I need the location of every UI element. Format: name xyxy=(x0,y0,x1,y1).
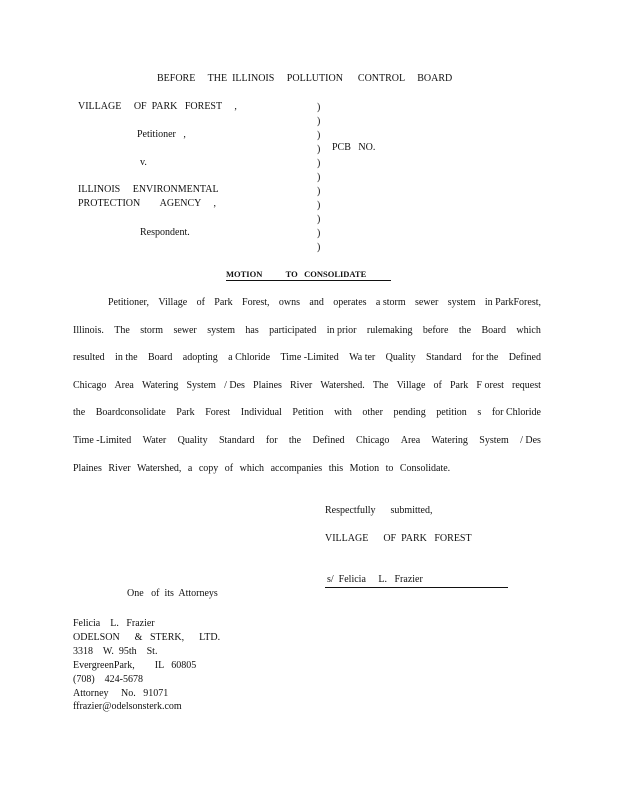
petitioner-role: Petitioner , xyxy=(137,129,186,140)
body-word: a copy xyxy=(187,462,219,474)
body-word: / Des xyxy=(520,434,541,446)
caption-paren: ) xyxy=(317,144,321,155)
caption-paren: ) xyxy=(317,186,321,197)
body-word: pending xyxy=(393,407,426,419)
body-word: this Motion xyxy=(328,462,380,474)
respondent-name-line2: PROTECTION AGENCY , xyxy=(78,198,216,209)
caption-paren: ) xyxy=(317,102,321,113)
body-word: Watering xyxy=(431,434,468,446)
body-line xyxy=(73,462,541,490)
body-word: Area xyxy=(400,434,421,446)
attorneys-label: One of its Attorneys xyxy=(127,588,218,599)
body-word: Illinois. xyxy=(73,324,104,336)
body-word: Park xyxy=(449,379,469,391)
body-word: Standard xyxy=(426,352,462,364)
body-word: Individual xyxy=(240,407,282,419)
versus-label: v. xyxy=(140,157,147,168)
body-line xyxy=(73,406,541,434)
body-word: Watering xyxy=(141,379,179,391)
caption-paren: ) xyxy=(317,200,321,211)
body-word: Water xyxy=(142,434,167,446)
body-word: resulted xyxy=(73,352,105,364)
body-word: Village xyxy=(396,379,426,391)
body-word: Time -Limited xyxy=(73,434,132,446)
body-word: / Des xyxy=(224,379,245,391)
case-number-label: PCB NO. xyxy=(332,142,376,153)
body-word: before xyxy=(422,324,449,336)
contact-city: EvergreenPark, IL 60805 xyxy=(73,659,197,671)
body-word: System xyxy=(186,379,216,391)
body-word: Wa ter xyxy=(349,352,376,364)
caption-paren: ) xyxy=(317,242,321,253)
body-word: sewer xyxy=(415,297,439,308)
body-word: Park xyxy=(214,297,233,308)
body-word: Standard xyxy=(218,434,255,446)
caption-paren: ) xyxy=(317,116,321,127)
body-word: Defined xyxy=(508,352,541,364)
contact-firm: ODELSON & STERK, LTD. xyxy=(73,631,221,643)
body-word: rulemaking xyxy=(366,324,413,336)
body-word: Defined xyxy=(312,434,345,446)
body-word: Quality xyxy=(177,434,208,446)
body-word: Board xyxy=(481,324,506,336)
respondent-name-line1: ILLINOIS ENVIRONMENTAL xyxy=(78,184,219,195)
body-word: of xyxy=(433,379,442,391)
body-word: with xyxy=(334,407,352,419)
body-word: of which xyxy=(224,462,265,474)
respectfully-submitted: Respectfully submitted, xyxy=(325,505,433,516)
body-word: which xyxy=(516,324,541,336)
attorney-contact-block xyxy=(73,617,220,714)
body-word: accompanies xyxy=(270,462,323,474)
body-word: petition xyxy=(436,407,467,419)
contact-email[interactable]: ffrazier@odelsonsterk.com xyxy=(73,701,182,713)
body-word: in the xyxy=(115,352,138,364)
contact-name: Felicia L. Frazier xyxy=(73,618,155,629)
body-word: River xyxy=(108,462,131,474)
contact-phone: (708) 424-5678 xyxy=(73,673,143,685)
document-header: BEFORE THE ILLINOIS POLLUTION CONTROL BOARD xyxy=(157,73,453,84)
body-word: in ParkForest, xyxy=(484,297,541,308)
body-word: in prior xyxy=(326,324,357,336)
body-word: Plaines xyxy=(73,462,102,474)
body-word: Petition xyxy=(292,407,324,419)
body-word: Plaines xyxy=(253,379,282,391)
body-word: the xyxy=(73,407,86,419)
body-word: has xyxy=(245,324,259,336)
caption-paren: ) xyxy=(317,130,321,141)
motion-title: MOTION TO CONSOLIDATE xyxy=(226,270,391,281)
body-word: of xyxy=(196,297,205,308)
body-word: to Consolidate. xyxy=(385,462,451,474)
caption-paren: ) xyxy=(317,158,321,169)
body-word: sewer xyxy=(173,324,197,336)
body-line xyxy=(73,351,541,379)
body-word: The xyxy=(114,324,130,336)
body-word: Forest, xyxy=(242,297,270,308)
caption-paren: ) xyxy=(317,228,321,239)
body-word: Quality xyxy=(385,352,416,364)
body-word: Park xyxy=(176,407,195,419)
body-word: The xyxy=(372,379,389,391)
body-word: for xyxy=(265,434,278,446)
body-word: a Chloride xyxy=(228,352,271,364)
body-word: operates xyxy=(333,297,367,308)
body-word: Boardconsolidate xyxy=(95,407,166,419)
body-word: participated xyxy=(269,324,317,336)
body-word: Board xyxy=(147,352,173,364)
body-word: for the xyxy=(471,352,499,364)
body-word: owns xyxy=(278,297,301,308)
petitioner-name: VILLAGE OF PARK FOREST , xyxy=(78,101,237,112)
body-word: Watershed. xyxy=(320,379,365,391)
body-word: the xyxy=(288,434,302,446)
body-word: system xyxy=(447,297,476,308)
body-word: other xyxy=(362,407,383,419)
signature-line xyxy=(325,587,508,588)
closing-village-name: VILLAGE OF PARK FOREST xyxy=(325,533,472,544)
body-word: a storm xyxy=(375,297,406,308)
body-word: Chicago xyxy=(356,434,390,446)
body-word: request xyxy=(512,379,541,391)
body-line xyxy=(73,324,541,352)
body-word: the xyxy=(458,324,472,336)
motion-body-paragraph xyxy=(73,296,541,489)
body-word: F orest xyxy=(476,379,504,391)
contact-street: 3318 W. 95th St. xyxy=(73,645,158,657)
body-word: system xyxy=(207,324,235,336)
body-word: Time -Limited xyxy=(280,352,339,364)
body-word: Chicago xyxy=(73,379,107,391)
body-word: Petitioner, xyxy=(108,297,149,308)
body-word: Village xyxy=(158,297,188,308)
body-line xyxy=(73,379,541,407)
contact-attorney-no: Attorney No. 91071 xyxy=(73,687,169,699)
respondent-role: Respondent. xyxy=(140,227,190,238)
body-word: storm xyxy=(140,324,164,336)
body-word: adopting xyxy=(182,352,218,364)
body-word: and xyxy=(309,297,324,308)
signature-text: s/ Felicia L. Frazier xyxy=(327,574,423,585)
caption-paren: ) xyxy=(317,172,321,183)
body-word: s xyxy=(477,407,482,419)
body-word: Forest xyxy=(205,407,231,419)
body-word: River xyxy=(290,379,313,391)
body-word: for Chloride xyxy=(491,407,541,419)
body-word: Watershed, xyxy=(136,462,182,474)
body-word: Area xyxy=(114,379,134,391)
body-word: System xyxy=(479,434,509,446)
body-line xyxy=(73,434,541,462)
body-line xyxy=(73,296,541,324)
caption-paren: ) xyxy=(317,214,321,225)
